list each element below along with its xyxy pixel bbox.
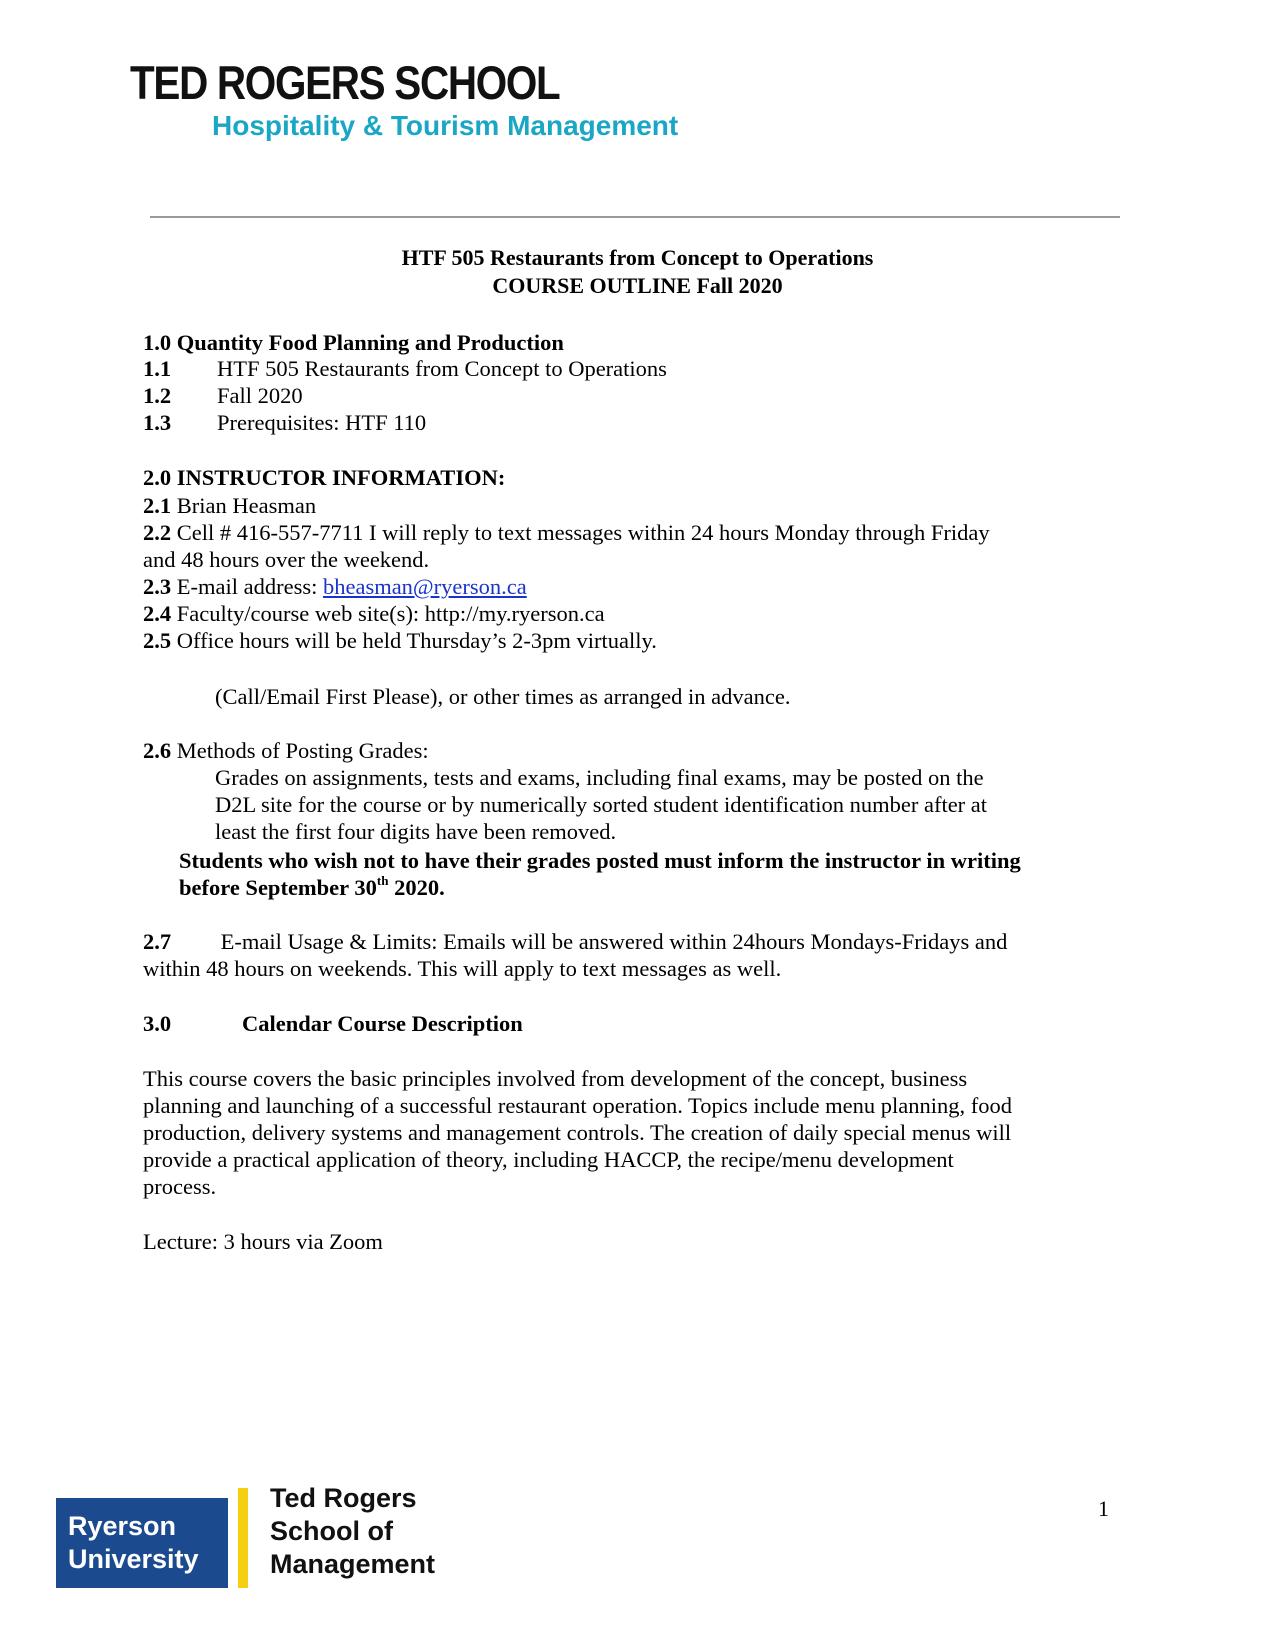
notice-year: 2020. (388, 875, 445, 900)
hospitality-tourism-logo-subtitle: Hospitality & Tourism Management (212, 110, 679, 141)
item-text: Prerequisites: HTF 110 (217, 410, 427, 435)
office-hours: Office hours will be held Thursday’s 2-3pm virtually. (171, 628, 657, 653)
item-2-6 (143, 737, 429, 765)
page-number: 1 (1098, 1496, 1109, 1521)
section-title: Calendar Course Description (242, 1011, 523, 1036)
item-text: HTF 505 Restaurants from Concept to Operations (217, 356, 667, 381)
description-line-5: process. (143, 1174, 217, 1199)
grades-heading: Methods of Posting Grades: (171, 738, 429, 763)
course-title: HTF 505 Restaurants from Concept to Operations (401, 245, 874, 270)
ryerson-gold-bar (238, 1488, 248, 1588)
email-label: E-mail address: (171, 574, 323, 599)
item-number: 2.5 (143, 628, 172, 653)
item-1-2 (143, 382, 303, 410)
item-2-3 (143, 573, 527, 601)
item-2-7-cont: within 48 hours on weekends. This will apply to text messages as well. (143, 956, 782, 981)
item-2-4 (143, 600, 605, 628)
instructor-name: Brian Heasman (171, 493, 317, 518)
section-3-heading (143, 1010, 523, 1038)
lecture-info: Lecture: 3 hours via Zoom (143, 1229, 383, 1254)
university-word: University (68, 1544, 199, 1574)
grades-notice-line-1: Students who wish not to have their grades posted must inform the instructor in writing (179, 848, 1021, 873)
section-number: 3.0 (143, 1011, 172, 1036)
item-2-5 (143, 627, 657, 655)
item-2-1 (143, 492, 316, 520)
grades-notice-line-2 (179, 874, 445, 902)
item-2-2 (143, 519, 990, 547)
item-number: 2.6 (143, 738, 172, 763)
website-info: Faculty/course web site(s): http://my.ryerson.ca (171, 601, 605, 626)
email-link[interactable]: bheasman@ryerson.ca (322, 574, 527, 599)
item-number: 1.2 (143, 383, 172, 408)
section-2-heading: 2.0 INSTRUCTOR INFORMATION: (143, 465, 506, 490)
office-hours-note: (Call/Email First Please), or other times as arranged in advance. (215, 684, 791, 709)
notice-text: before September 30 (179, 875, 377, 900)
ted-rogers-school-logo: TED ROGERS SCHOOL (130, 56, 560, 109)
grades-line-1: Grades on assignments, tests and exams, including final exams, may be posted on the (215, 765, 984, 790)
grades-line-2: D2L site for the course or by numerically sorted student identification number after at (215, 792, 988, 817)
header-divider (150, 216, 1120, 218)
description-line-2: planning and launching of a successful restaurant operation. Topics include menu planning, food (143, 1093, 1013, 1118)
school-line-1: Ted Rogers (270, 1483, 417, 1513)
description-line-4: provide a practical application of theory, including HACCP, the recipe/menu development (143, 1147, 954, 1172)
cell-info: Cell # 416-557-7711 I will reply to text messages within 24 hours Monday through Friday (171, 520, 990, 545)
email-usage-text: E-mail Usage & Limits: Emails will be answered within 24hours Mondays-Fridays and (215, 929, 1008, 954)
item-text: Fall 2020 (217, 383, 303, 408)
grades-line-3: least the first four digits have been removed. (215, 819, 617, 844)
item-number: 2.3 (143, 574, 172, 599)
section-1-heading: 1.0 Quantity Food Planning and Production (143, 330, 564, 355)
item-2-2-cont: and 48 hours over the weekend. (143, 547, 430, 572)
description-line-3: production, delivery systems and management controls. The creation of daily special menus will (143, 1120, 1012, 1145)
ryerson-university-logo-text (68, 1510, 199, 1576)
school-line-2: School of (270, 1516, 393, 1546)
ryerson-word: Ryerson (68, 1511, 177, 1541)
item-number: 1.3 (143, 410, 172, 435)
item-2-7 (143, 928, 1007, 956)
item-1-1 (143, 355, 667, 383)
description-line-1: This course covers the basic principles involved from development of the concept, business (143, 1066, 968, 1091)
item-number: 2.4 (143, 601, 172, 626)
school-line-3: Management (270, 1549, 436, 1579)
item-number: 2.7 (143, 929, 172, 954)
ted-rogers-management-logo-text (270, 1482, 435, 1581)
item-1-3 (143, 409, 426, 437)
item-number: 2.1 (143, 493, 172, 518)
item-number: 2.2 (143, 520, 172, 545)
item-number: 1.1 (143, 356, 172, 381)
ordinal-suffix: th (376, 872, 389, 888)
course-outline-subtitle: COURSE OUTLINE Fall 2020 (492, 273, 783, 298)
